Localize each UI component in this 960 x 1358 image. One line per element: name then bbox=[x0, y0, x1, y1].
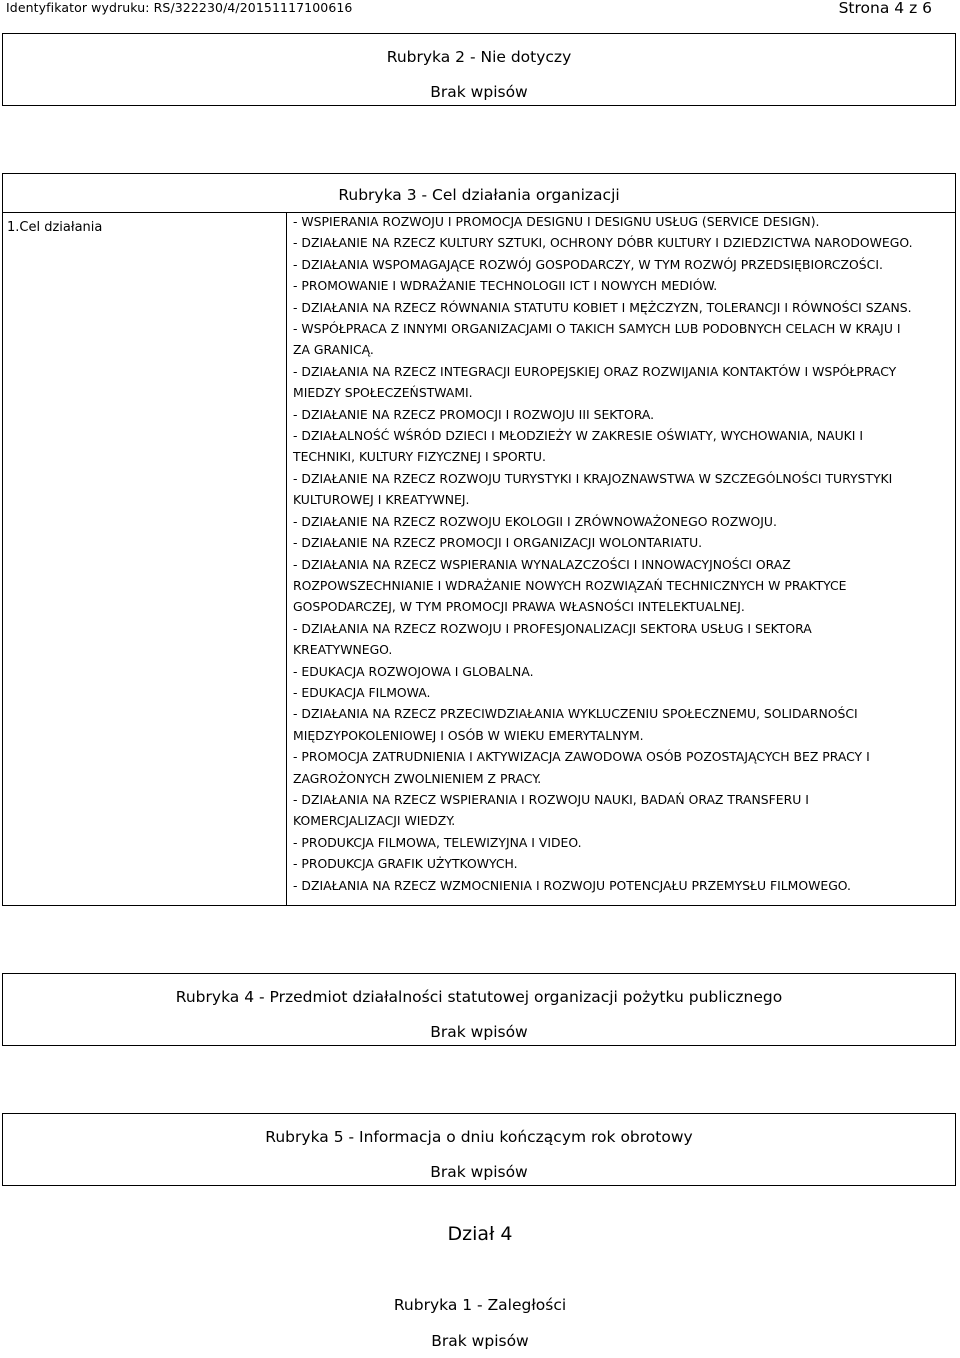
cel-dzialania-line: - EDUKACJA FILMOWA. bbox=[293, 684, 431, 700]
cel-dzialania-line: - PROMOCJA ZATRUDNIENIA I AKTYWIZACJA ZAWODOWA OSÓB POZOSTAJĄCYCH BEZ PRACY I bbox=[293, 749, 870, 765]
cel-dzialania-line: - DZIAŁANIA NA RZECZ WSPIERANIA I ROZWOJU NAUKI, BADAŃ ORAZ TRANSFERU I bbox=[293, 791, 809, 807]
cel-dzialania-line: MIĘDZYPOKOLENIOWEJ I OSÓB W WIEKU EMERYTALNYM. bbox=[293, 727, 644, 743]
cel-dzialania-line: KREATYWNEGO. bbox=[293, 642, 393, 658]
cel-dzialania-line: - PRODUKCJA FILMOWA, TELEWIZYJNA I VIDEO. bbox=[293, 834, 582, 850]
cel-dzialania-line: - DZIAŁANIA NA RZECZ RÓWNANIA STATUTU KOBIET I MĘŻCZYZN, TOLERANCJI I RÓWNOŚCI SZANS. bbox=[293, 299, 912, 315]
rubryka-3-box bbox=[2, 173, 956, 906]
cel-dzialania-line: ROZPOWSZECHNIANIE I WDRAŻANIE NOWYCH ROZWIĄZAŃ TECHNICZNYCH W PRAKTYCE bbox=[293, 577, 847, 593]
cel-dzialania-line: - WSPIERANIA ROZWOJU I PROMOCJA DESIGNU I DESIGNU USŁUG (SERVICE DESIGN). bbox=[293, 214, 820, 229]
rubryka-1-title: Rubryka 1 - Zaległości bbox=[393, 1296, 567, 1314]
rubryka-2-status: Brak wpisów bbox=[430, 83, 528, 101]
rubryka-4-title: Rubryka 4 - Przedmiot działalności statutowej organizacji pożytku publicznego bbox=[175, 988, 783, 1006]
cel-dzialania-line: KULTUROWEJ I KREATYWNEJ. bbox=[293, 492, 470, 508]
rubryka-2-box bbox=[2, 33, 956, 106]
dzial-4-heading: Dział 4 bbox=[447, 1223, 513, 1245]
cel-dzialania-line: - DZIAŁANIA WSPOMAGAJĄCE ROZWÓJ GOSPODARCZY, W TYM ROZWÓJ PRZEDSIĘBIORCZOŚCI. bbox=[293, 256, 883, 272]
cel-dzialania-list bbox=[293, 211, 953, 896]
rubryka-2-title: Rubryka 2 - Nie dotyczy bbox=[386, 48, 572, 66]
cel-dzialania-line: KOMERCJALIZACJI WIEDZY. bbox=[293, 813, 456, 829]
cel-dzialania-label: 1.Cel działania bbox=[7, 220, 103, 235]
cel-dzialania-line: - DZIAŁANIA NA RZECZ INTEGRACJI EUROPEJSKIEJ ORAZ ROZWIJANIA KONTAKTÓW I WSPÓŁPRACY bbox=[293, 363, 897, 379]
cel-dzialania-line: - PROMOWANIE I WDRAŻANIE TECHNOLOGII ICT I NOWYCH MEDIÓW. bbox=[293, 278, 718, 294]
cel-dzialania-line: GOSPODARCZEJ, W TYM PROMOCJI PRAWA WŁASNOŚCI INTELEKTUALNEJ. bbox=[293, 599, 745, 615]
cel-dzialania-line: - DZIAŁANIA NA RZECZ PRZECIWDZIAŁANIA WYKLUCZENIU SPOŁECZNEMU, SOLIDARNOŚCI bbox=[293, 706, 858, 722]
rubryka-4-status: Brak wpisów bbox=[430, 1023, 528, 1041]
cel-dzialania-line: - DZIAŁANIE NA RZECZ KULTURY SZTUKI, OCHRONY DÓBR KULTURY I DZIEDZICTWA NARODOWEGO. bbox=[293, 235, 913, 251]
rubryka-3-title: Rubryka 3 - Cel działania organizacji bbox=[338, 186, 620, 204]
print-header bbox=[0, 0, 960, 20]
cel-dzialania-line: - DZIAŁALNOŚĆ WŚRÓD DZIECI I MŁODZIEŻY W ZAKRESIE OŚWIATY, WYCHOWANIA, NAUKI I bbox=[293, 428, 864, 444]
cel-dzialania-line: - PRODUKCJA GRAFIK UŻYTKOWYCH. bbox=[293, 856, 518, 872]
cel-dzialania-line: - DZIAŁANIA NA RZECZ ROZWOJU I PROFESJONALIZACJI SEKTORA USŁUG I SEKTORA bbox=[293, 620, 812, 636]
cel-dzialania-line: TECHNIKI, KULTURY FIZYCZNEJ I SPORTU. bbox=[293, 449, 546, 465]
rubryka-5-box bbox=[2, 1113, 956, 1186]
cel-dzialania-line: - DZIAŁANIE NA RZECZ ROZWOJU TURYSTYKI I KRAJOZNAWSTWA W SZCZEGÓLNOŚCI TURYSTYKI bbox=[293, 470, 893, 486]
print-identifier: Identyfikator wydruku: RS/322230/4/20151117100616 bbox=[6, 0, 353, 15]
rubryka-5-status: Brak wpisów bbox=[430, 1163, 528, 1181]
rubryka-3-column-divider bbox=[286, 212, 287, 905]
cel-dzialania-line: MIEDZY SPOŁECZEŃSTWAMI. bbox=[293, 385, 473, 401]
rubryka-1-status: Brak wpisów bbox=[431, 1332, 529, 1350]
cel-dzialania-line: - EDUKACJA ROZWOJOWA I GLOBALNA. bbox=[293, 663, 534, 679]
cel-dzialania-line: ZA GRANICĄ. bbox=[293, 342, 374, 358]
rubryka-5-title: Rubryka 5 - Informacja o dniu kończącym rok obrotowy bbox=[265, 1128, 693, 1146]
cel-dzialania-line: ZAGROŻONYCH ZWOLNIENIEM Z PRACY. bbox=[293, 770, 542, 786]
page-number: Strona 4 z 6 bbox=[838, 0, 932, 17]
cel-dzialania-line: - DZIAŁANIA NA RZECZ WZMOCNIENIA I ROZWOJU POTENCJAŁU PRZEMYSŁU FILMOWEGO. bbox=[293, 877, 851, 893]
cel-dzialania-line: - DZIAŁANIE NA RZECZ PROMOCJI I ROZWOJU III SEKTORA. bbox=[293, 406, 655, 422]
rubryka-4-box bbox=[2, 973, 956, 1046]
cel-dzialania-line: - DZIAŁANIE NA RZECZ ROZWOJU EKOLOGII I ZRÓWNOWAŻONEGO ROZWOJU. bbox=[293, 513, 777, 529]
cel-dzialania-line: - DZIAŁANIE NA RZECZ PROMOCJI I ORGANIZACJI WOLONTARIATU. bbox=[293, 535, 703, 551]
cel-dzialania-line: - WSPÓŁPRACA Z INNYMI ORGANIZACJAMI O TAKICH SAMYCH LUB PODOBNYCH CELACH W KRAJU I bbox=[293, 321, 901, 337]
cel-dzialania-line: - DZIAŁANIA NA RZECZ WSPIERANIA WYNALAZCZOŚCI I INNOWACYJNOŚCI ORAZ bbox=[293, 556, 791, 572]
